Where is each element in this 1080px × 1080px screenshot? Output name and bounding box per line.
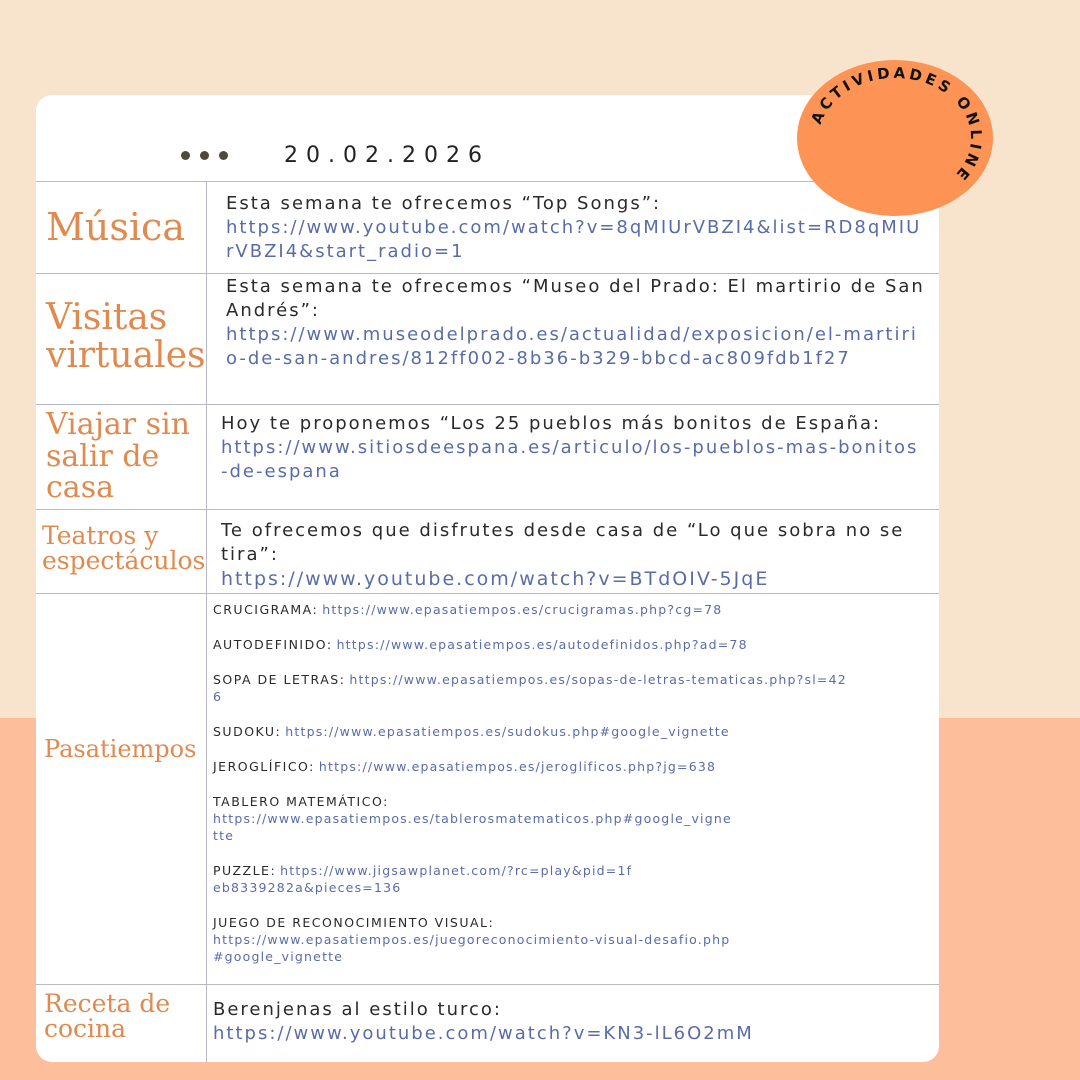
pasatiempo-item: PUZZLE: https://www.jigsawplanet.com/?rc=play&pid=1feb8339282a&pieces=136 bbox=[213, 863, 633, 895]
category-musica: Música bbox=[46, 205, 185, 249]
section-receta bbox=[213, 998, 923, 1046]
section-viajar bbox=[221, 412, 926, 484]
pasatiempo-link[interactable]: https://www.epasatiempos.es/tablerosmatematicos.php#google_vignette bbox=[213, 811, 732, 843]
pasatiempo-item: JEROGLÍFICO: https://www.epasatiempos.es/jeroglificos.php?jg=638 bbox=[213, 759, 717, 774]
row-divider bbox=[36, 404, 939, 405]
receta-text: Berenjenas al estilo turco: bbox=[213, 999, 502, 1020]
column-divider bbox=[206, 181, 207, 1062]
category-teatros: Teatros y espectáculos bbox=[42, 521, 206, 575]
row-divider bbox=[36, 509, 939, 510]
svg-text:ACTIVIDADES ONLINE bbox=[807, 64, 985, 186]
pasatiempo-item: JUEGO DE RECONOCIMIENTO VISUAL: https://www.epasatiempos.es/juegoreconocimiento-visual-desafio.php#google_vignette bbox=[213, 915, 731, 964]
musica-link[interactable]: https://www.youtube.com/watch?v=8qMIUrVBZI4&list=RD8qMIUrVBZI4&start_radio=1 bbox=[226, 217, 922, 262]
row-divider bbox=[36, 984, 939, 985]
pasatiempo-link[interactable]: https://www.epasatiempos.es/crucigramas.php?cg=78 bbox=[322, 602, 723, 617]
activities-card bbox=[36, 95, 939, 1062]
pasatiempo-link[interactable]: https://www.jigsawplanet.com/?rc=play&pid=1feb8339282a&pieces=136 bbox=[213, 863, 633, 895]
row-divider bbox=[36, 593, 939, 594]
teatros-link[interactable]: https://www.youtube.com/watch?v=BTdOIV-5JqE bbox=[221, 568, 770, 590]
category-receta: Receta de cocina bbox=[44, 989, 171, 1043]
pasatiempo-link[interactable]: https://www.epasatiempos.es/sopas-de-letras-tematicas.php?sl=426 bbox=[213, 672, 847, 704]
section-pasatiempos bbox=[213, 601, 913, 983]
dot-icon bbox=[219, 151, 228, 160]
row-divider bbox=[36, 273, 939, 274]
visitas-text: Esta semana te ofrecemos “Museo del Prado: El martirio de San Andrés”: bbox=[226, 276, 925, 321]
category-visitas: Visitas virtuales bbox=[46, 297, 206, 376]
category-pasatiempos: Pasatiempos bbox=[44, 735, 197, 763]
pasatiempo-item: SOPA DE LETRAS: https://www.epasatiempos.es/sopas-de-letras-tematicas.php?sl=426 bbox=[213, 672, 847, 704]
section-teatros bbox=[221, 519, 926, 591]
activities-online-badge bbox=[797, 60, 993, 216]
pasatiempo-item: SUDOKU: https://www.epasatiempos.es/sudokus.php#google_vignette bbox=[213, 724, 730, 739]
badge-text-arc bbox=[797, 60, 993, 216]
pasatiempo-link[interactable]: https://www.epasatiempos.es/jeroglificos.php?jg=638 bbox=[318, 759, 717, 774]
pasatiempo-link[interactable]: https://www.epasatiempos.es/juegoreconocimiento-visual-desafio.php#google_vignette bbox=[213, 932, 731, 964]
receta-link[interactable]: https://www.youtube.com/watch?v=KN3-lL6O2mM bbox=[213, 1023, 754, 1044]
dot-icon bbox=[181, 151, 190, 160]
pasatiempo-item: AUTODEFINIDO: https://www.epasatiempos.es/autodefinidos.php?ad=78 bbox=[213, 637, 748, 652]
dots-icon bbox=[181, 151, 228, 160]
section-visitas bbox=[226, 275, 926, 371]
pasatiempo-link[interactable]: https://www.epasatiempos.es/sudokus.php#google_vignette bbox=[285, 724, 730, 739]
category-viajar: Viajar sin salir de casa bbox=[46, 407, 190, 505]
date-label: 20.02.2026 bbox=[284, 143, 490, 168]
pasatiempo-item: CRUCIGRAMA: https://www.epasatiempos.es/crucigramas.php?cg=78 bbox=[213, 602, 723, 617]
pasatiempo-item: TABLERO MATEMÁTICO: https://www.epasatiempos.es/tablerosmatematicos.php#google_vignette bbox=[213, 794, 732, 843]
viajar-text: Hoy te proponemos “Los 25 pueblos más bonitos de España: bbox=[221, 413, 882, 434]
viajar-link[interactable]: https://www.sitiosdeespana.es/articulo/los-pueblos-mas-bonitos-de-espana bbox=[221, 437, 919, 482]
teatros-text: Te ofrecemos que disfrutes desde casa de “Lo que sobra no se tira”: bbox=[221, 520, 905, 565]
dot-icon bbox=[200, 151, 209, 160]
pasatiempo-link[interactable]: https://www.epasatiempos.es/autodefinidos.php?ad=78 bbox=[336, 637, 748, 652]
badge-label: ACTIVIDADES ONLINE bbox=[807, 63, 986, 186]
musica-text: Esta semana te ofrecemos “Top Songs”: bbox=[226, 193, 662, 214]
visitas-link[interactable]: https://www.museodelprado.es/actualidad/exposicion/el-martirio-de-san-andres/812ff002-8b36-b329-bbcd-ac809fdb1f27 bbox=[226, 324, 918, 369]
